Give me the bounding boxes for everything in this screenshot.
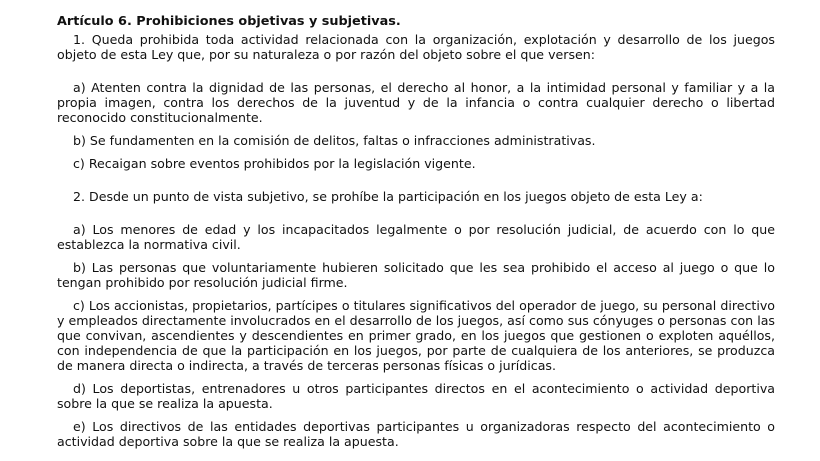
section-1-item-b: b) Se fundamenten en la comisión de delitos, faltas o infracciones administrativas. [73, 133, 596, 148]
section-2-item-a: a) Los menores de edad y los incapacitados legalmente o por resolución judicial, de acuerdo con lo que establezca la normativa civil. [57, 222, 775, 252]
section-2-intro: 2. Desde un punto de vista subjetivo, se prohíbe la participación en los juegos objeto de esta Ley a: [73, 189, 703, 204]
section-1-item-c: c) Recaigan sobre eventos prohibidos por la legislación vigente. [73, 156, 476, 171]
section-2-item-d: d) Los deportistas, entrenadores u otros participantes directos en el acontecimiento o actividad deportiva sobre la que se realiza la apuesta. [57, 381, 775, 411]
section-2-item-b: b) Las personas que voluntariamente hubieren solicitado que les sea prohibido el acceso al juego o que lo tengan prohibido por resolución judicial firme. [57, 260, 775, 290]
document-page [57, 14, 775, 449]
article-title: Artículo 6. Prohibiciones objetivas y subjetivas. [57, 14, 401, 29]
section-2-item-c: c) Los accionistas, propietarios, partícipes o titulares significativos del operador de juego, su personal directivo y empleados directamente involucrados en el desarrollo de los juegos, así como sus cónyuges o personas con las que convivan, ascendientes y descendientes en primer grado, en los juegos que gestionen o exploten aquéllos, con independencia de que la participación en los juegos, por parte de cualquiera de los anteriores, se produzca de manera directa o indirecta, a través de terceras personas físicas o jurídicas. [57, 298, 775, 373]
section-1-item-a: a) Atenten contra la dignidad de las personas, el derecho al honor, a la intimidad personal y familiar y a la propia imagen, contra los derechos de la juventud y de la infancia o contra cualquier derecho o libertad reconocido constitucionalmente. [57, 80, 775, 125]
section-1-intro: 1. Queda prohibida toda actividad relacionada con la organización, explotación y desarrollo de los juegos objeto de esta Ley que, por su naturaleza o por razón del objeto sobre el que versen: [57, 32, 775, 62]
section-2-item-e: e) Los directivos de las entidades deportivas participantes u organizadoras respecto del acontecimiento o actividad deportiva sobre la que se realiza la apuesta. [57, 419, 775, 449]
